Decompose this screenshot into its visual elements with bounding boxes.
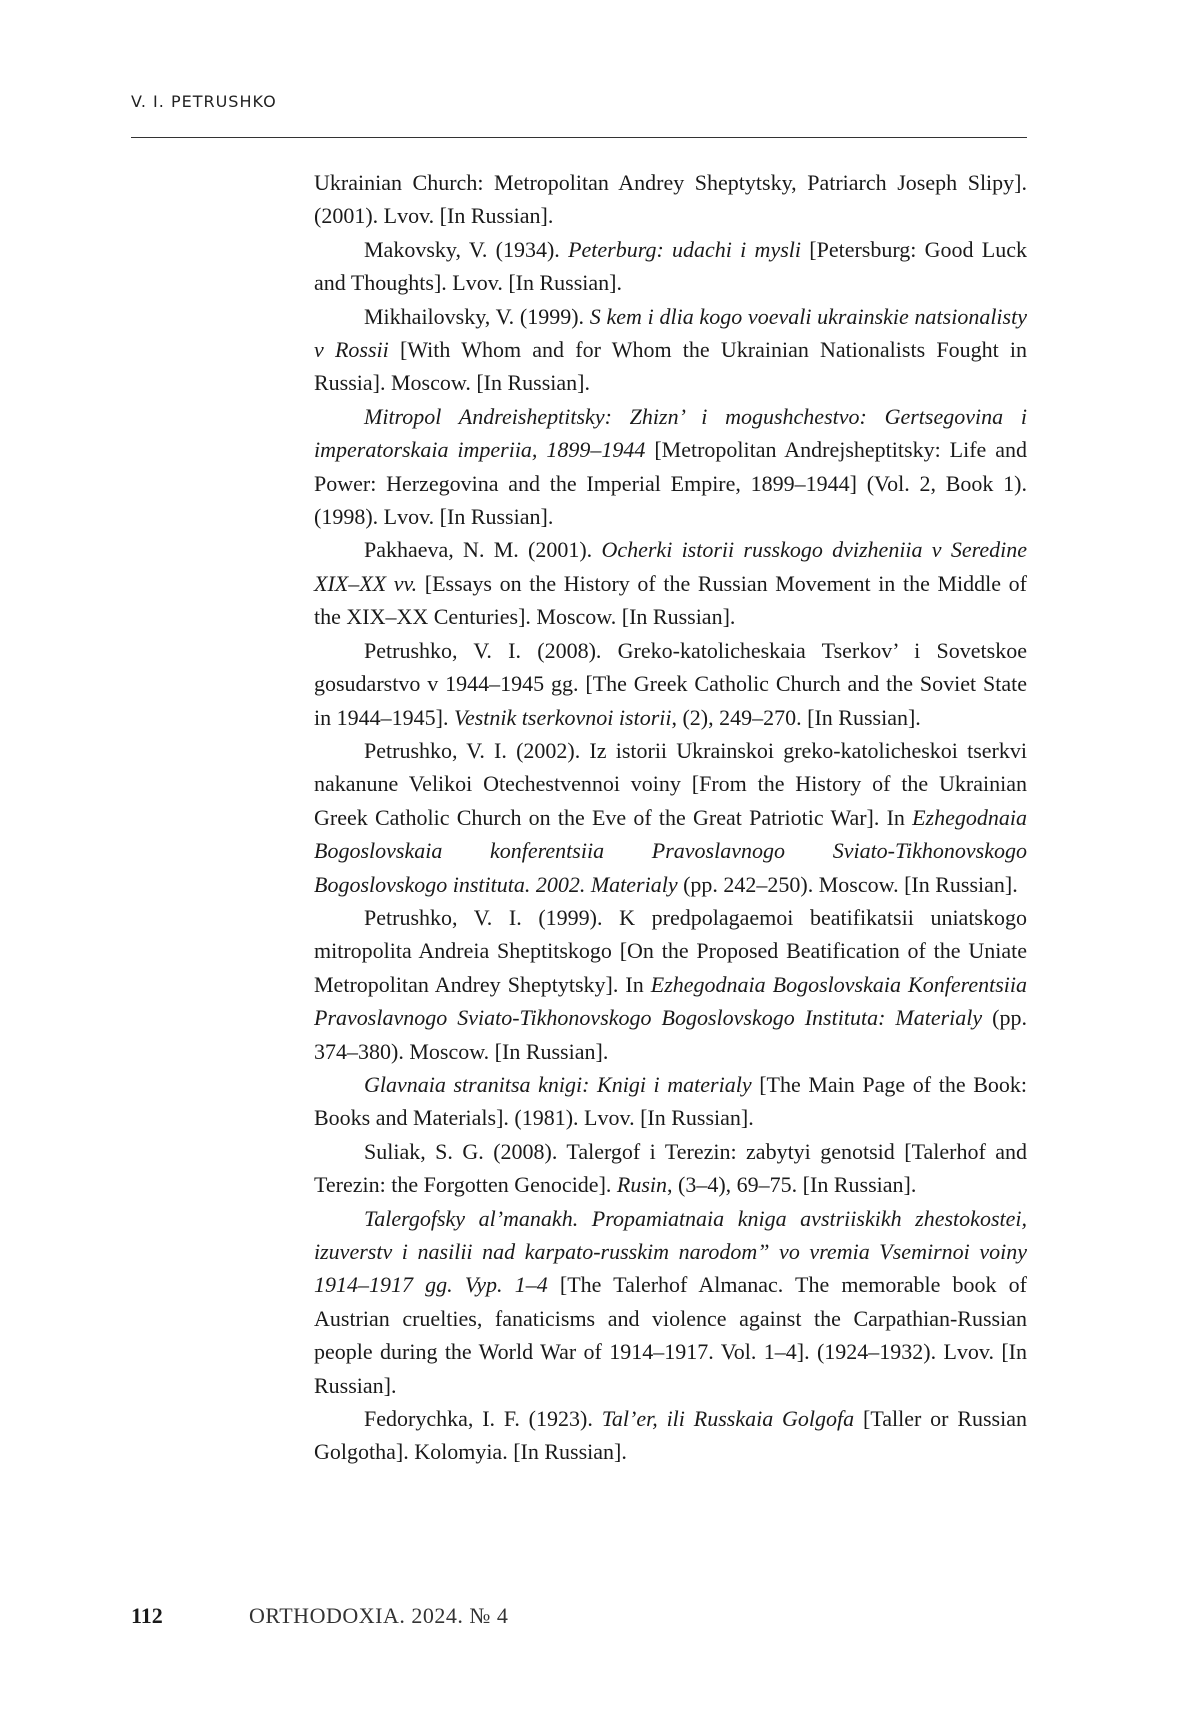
reference-entry: Mitropol Andreisheptitsky: Zhizn’ i mogushchestvo: Gertsegovina i imperatorskaia imperiia, 1899–1944 [Metropolitan Andrejsheptitsky: Life and Power: Herzegovina and the Imperial Empire, 1899–1944] (Vol. 2, Book 1). (1998). Lvov. [In Russian].	[314, 400, 1027, 534]
reference-entry: Makovsky, V. (1934). Peterburg: udachi i mysli [Petersburg: Good Luck and Thoughts]. Lvov. [In Russian].	[314, 233, 1027, 300]
reference-entry: Ukrainian Church: Metropolitan Andrey Sheptytsky, Patriarch Joseph Slipy]. (2001). Lvov. [In Russian].	[314, 166, 1027, 233]
journal-title: ORTHODOXIA. 2024. № 4	[249, 1603, 508, 1629]
header-rule	[131, 137, 1027, 138]
reference-entry: Suliak, S. G. (2008). Talergof i Terezin: zabytyi genotsid [Talerhof and Terezin: the Forgotten Genocide]. Rusin, (3–4), 69–75. [In Russian].	[314, 1135, 1027, 1202]
reference-entry: Glavnaia stranitsa knigi: Knigi i materialy [The Main Page of the Book: Books and Materials]. (1981). Lvov. [In Russian].	[314, 1068, 1027, 1135]
reference-entry: Petrushko, V. I. (1999). K predpolagaemoi beatifikatsii uniatskogo mitropolita Andreia Sheptitskogo [On the Proposed Beatification of the Uniate Metropolitan Andrey Sheptytsky]. In Ezhegodnaia Bogoslovskaia Konferentsiia Pravoslavnogo Sviato-Tikhonovskogo Bogoslovskogo Instituta: Materialy (pp. 374–380). Moscow. [In Russian].	[314, 901, 1027, 1068]
reference-entry: Mikhailovsky, V. (1999). S kem i dlia kogo voevali ukrainskie natsionalisty v Rossii [With Whom and for Whom the Ukrainian Nationalists Fought in Russia]. Moscow. [In Russian].	[314, 300, 1027, 400]
reference-entry: Petrushko, V. I. (2002). Iz istorii Ukrainskoi greko-katolicheskoi tserkvi nakanune Velikoi Otechestvennoi voiny [From the History of the Ukrainian Greek Catholic Church on the Eve of the Great Patriotic War]. In Ezhegodnaia Bogoslovskaia konferentsiia Pravoslavnogo Sviato-Tikhonovskogo Bogoslovskogo instituta. 2002. Materialy (pp. 242–250). Moscow. [In Russian].	[314, 734, 1027, 901]
reference-entry: Pakhaeva, N. M. (2001). Ocherki istorii russkogo dvizheniia v Seredine XIX–XX vv. [Essays on the History of the Russian Movement in the Middle of the XIX–XX Centuries]. Moscow. [In Russian].	[314, 533, 1027, 633]
reference-entry: Petrushko, V. I. (2008). Greko-katolicheskaia Tserkov’ i Sovetskoe gosudarstvo v 1944–1945 gg. [The Greek Catholic Church and the Soviet State in 1944–1945]. Vestnik tserkovnoi istorii, (2), 249–270. [In Russian].	[314, 634, 1027, 734]
reference-entry: Talergofsky al’manakh. Propamiatnaia kniga avstriiskikh zhestokostei, izuverstv i nasilii nad karpato-russkim narodom” vo vremia Vsemirnoi voiny 1914–1917 gg. Vyp. 1–4 [The Talerhof Almanac. The memorable book of Austrian cruelties, fanaticisms and violence against the Carpathian-Russian people during the World War of 1914–1917. Vol. 1–4]. (1924–1932). Lvov. [In Russian].	[314, 1202, 1027, 1402]
reference-list	[314, 166, 1027, 1469]
running-head: V. I. PETRUSHKO	[131, 92, 277, 111]
page-number: 112	[131, 1603, 163, 1629]
reference-entry: Fedorychka, I. F. (1923). Tal’er, ili Russkaia Golgofa [Taller or Russian Golgotha]. Kolomyia. [In Russian].	[314, 1402, 1027, 1469]
